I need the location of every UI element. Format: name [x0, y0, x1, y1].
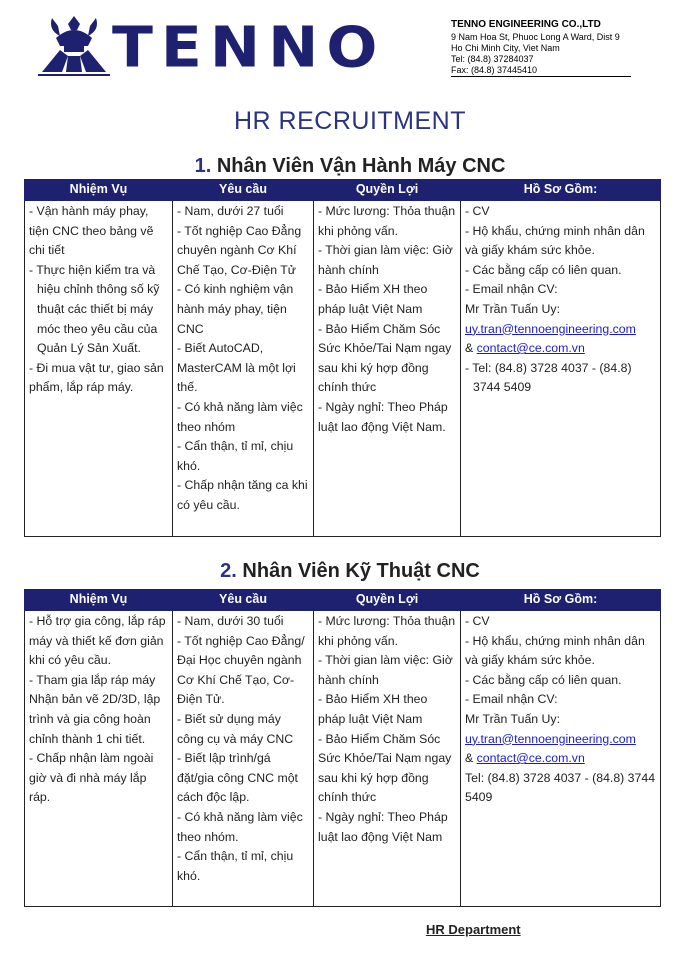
- list-item: - Nam, dưới 27 tuổi: [177, 204, 284, 218]
- list-item: - Có khả năng làm việc theo nhóm.: [177, 809, 303, 844]
- column-header-documents: Hồ Sơ Gồm:: [461, 180, 661, 201]
- company-info: [451, 18, 691, 76]
- section-number: 2.: [220, 560, 237, 582]
- company-name: TENNO ENGINEERING CO.,LTD: [451, 19, 601, 30]
- section-title-2: [0, 560, 700, 583]
- list-item: - Hỗ trợ gia công, lắp ráp máy và thiết kế đơn giản khi có yêu cầu.: [29, 614, 166, 668]
- list-item: - Có khả năng làm việc theo nhóm: [177, 399, 303, 434]
- company-logo: [38, 15, 443, 81]
- table-row: [25, 611, 661, 907]
- samurai-helmet-logo-icon: [38, 16, 110, 76]
- signature-department: HR Department: [426, 922, 521, 937]
- list-item: - Có kinh nghiệm vận hành máy phay, tiện CNC: [177, 282, 294, 336]
- column-header-requirements: Yêu cầu: [173, 590, 314, 611]
- list-item: - Ngày nghỉ: Theo Pháp luật lao động Việt Nam.: [318, 399, 448, 434]
- requirements-cell: [173, 611, 314, 907]
- email-link[interactable]: uy.tran@tennoengineering.com: [465, 321, 636, 336]
- company-address-line-1: 9 Nam Hoa St, Phuoc Long A Ward, Dist 9: [451, 32, 620, 42]
- column-header-duties: Nhiệm Vụ: [25, 590, 173, 611]
- list-item: - Thực hiện kiểm tra và hiệu chỉnh thông số kỹ thuật các thiết bị máy móc theo yêu cầu của Quản Lý Sản Xuất.: [29, 262, 160, 356]
- documents-cell: [461, 611, 661, 907]
- company-fax: Fax: (84.8) 37445410: [451, 65, 538, 75]
- list-item: - Bảo Hiểm Chăm Sóc Sức Khỏe/Tai Nạm ngay sau khi ký hợp đồng chính thức: [318, 731, 452, 805]
- list-item: - Các bằng cấp có liên quan.: [465, 672, 622, 687]
- header-divider: [451, 76, 631, 77]
- duties-cell: [25, 611, 173, 907]
- list-item: - Chấp nhận tăng ca khi có yêu cầu.: [177, 478, 308, 512]
- list-item: - Email nhận CV:: [465, 282, 558, 297]
- documents-cell: [461, 201, 661, 537]
- list-item: - Tham gia lắp ráp máy Nhận bản vẽ 2D/3D, lập trình và gia công hoàn chỉnh thành 1 chi tiết.: [29, 672, 161, 746]
- benefits-cell: [314, 201, 461, 537]
- list-item: - CV: [465, 204, 490, 218]
- list-item: - Biết lập trình/gá đặt/gia công CNC một cách độc lập.: [177, 751, 298, 805]
- list-item: - Thời gian làm việc: Giờ hành chính: [318, 653, 453, 687]
- email-link[interactable]: contact@ce.com.vn: [476, 751, 585, 766]
- company-tel: Tel: (84.8) 37284037: [451, 54, 534, 64]
- list-item: - Bảo Hiểm XH theo pháp luật Việt Nam: [318, 692, 428, 726]
- list-item: - Mức lương: Thỏa thuận khi phỏng vấn.: [318, 204, 456, 238]
- column-header-requirements: Yêu cầu: [173, 180, 314, 201]
- list-item: - Ngày nghỉ: Theo Pháp luật lao động Việt Nam: [318, 809, 448, 844]
- ampersand: &: [465, 751, 477, 766]
- page-title: HR RECRUITMENT: [234, 107, 466, 135]
- column-header-benefits: Quyền Lợi: [314, 180, 461, 201]
- list-item: - Bảo Hiểm Chăm Sóc Sức Khỏe/Tai Nạm ngay sau khi ký hợp đồng chính thức: [318, 321, 452, 395]
- column-header-documents: Hồ Sơ Gồm:: [461, 590, 661, 611]
- logo-wordmark: TENNO: [112, 15, 386, 81]
- list-item: - Biết AutoCAD, MasterCAM là một lợi thế.: [177, 341, 296, 395]
- list-item: - Mức lương: Thỏa thuận khi phỏng vấn.: [318, 614, 456, 648]
- list-item: - Biết sử dụng máy công cụ và máy CNC: [177, 711, 294, 746]
- ampersand: &: [465, 341, 477, 356]
- list-item: - Đi mua vật tư, giao sản phẩm, lắp ráp máy.: [29, 360, 164, 395]
- section-heading: Nhân Viên Kỹ Thuật CNC: [242, 560, 480, 582]
- section-title-1: [0, 155, 700, 178]
- benefits-cell: [314, 611, 461, 907]
- section-number: 1.: [194, 155, 212, 177]
- requirements-cell: [173, 201, 314, 537]
- list-item: - Email nhận CV:: [465, 692, 558, 707]
- contact-tel: - Tel: (84.8) 3728 4037 - (84.8) 3744 5409: [465, 360, 632, 395]
- table-row: [25, 201, 661, 537]
- section-heading: Nhân Viên Vận Hành Máy CNC: [216, 155, 506, 177]
- letterhead: [0, 0, 700, 90]
- contact-tel: Tel: (84.8) 3728 4037 - (84.8) 3744 5409: [465, 770, 656, 805]
- duties-cell: [25, 201, 173, 537]
- list-item: - Tốt nghiệp Cao Đẳng/Đại Học chuyên ngành Cơ Khí Chế Tạo, Cơ-Điện Tử.: [177, 633, 305, 707]
- list-item: - Chấp nhận làm ngoài giờ và đi nhà máy lắp ráp.: [29, 751, 154, 805]
- list-item: - Cẩn thận, tỉ mỉ, chịu khó.: [177, 849, 294, 883]
- list-item: - Vận hành máy phay, tiện CNC theo bảng vẽ chi tiết: [29, 204, 154, 258]
- table-header-row: [25, 590, 661, 611]
- list-item: - Các bằng cấp có liên quan.: [465, 262, 622, 277]
- list-item: - Hộ khẩu, chứng minh nhân dân và giấy khám sức khỏe.: [465, 633, 645, 668]
- column-header-duties: Nhiệm Vụ: [25, 180, 173, 201]
- list-item: - Thời gian làm việc: Giờ hành chính: [318, 243, 453, 277]
- list-item: - CV: [465, 614, 490, 628]
- list-item: - Tốt nghiệp Cao Đẳng chuyên ngành Cơ Khí Chế Tạo, Cơ-Điện Tử: [177, 223, 302, 277]
- list-item: - Hộ khẩu, chứng minh nhân dân và giấy khám sức khỏe.: [465, 223, 645, 258]
- list-item: - Bảo Hiểm XH theo pháp luật Việt Nam: [318, 282, 428, 316]
- contact-name: Mr Trần Tuấn Uy:: [465, 711, 560, 726]
- job-table-2: [24, 589, 661, 907]
- company-address-line-2: Ho Chi Minh City, Viet Nam: [451, 43, 560, 53]
- email-link[interactable]: uy.tran@tennoengineering.com: [465, 731, 636, 746]
- contact-name: Mr Trần Tuấn Uy:: [465, 301, 560, 316]
- table-header-row: [25, 180, 661, 201]
- list-item: - Nam, dưới 30 tuổi: [177, 614, 284, 628]
- job-table-1: [24, 179, 661, 537]
- list-item: - Cẩn thận, tỉ mỉ, chịu khó.: [177, 439, 294, 473]
- column-header-benefits: Quyền Lợi: [314, 590, 461, 611]
- email-link[interactable]: contact@ce.com.vn: [476, 341, 585, 356]
